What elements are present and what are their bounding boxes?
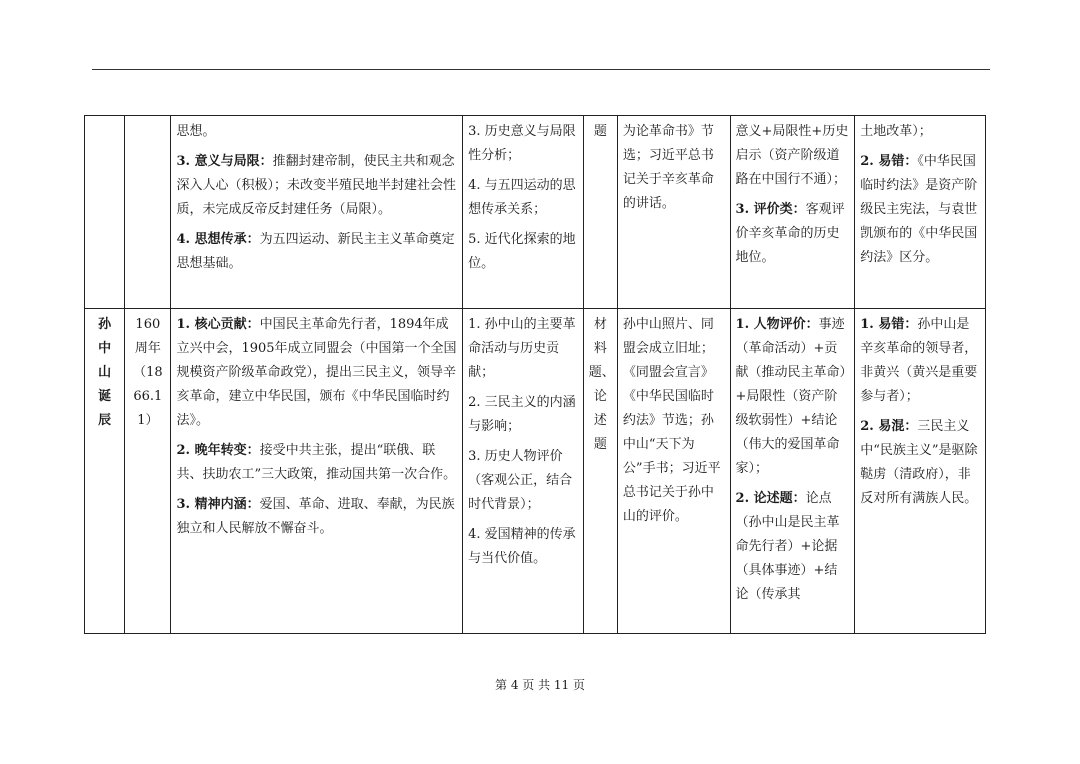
pitfalls-cell: 1. 易错：孙中山是辛亥革命的领导者，非黄兴（黄兴是重要参与者）； 2. 易混：三民主义中“民族主义”是驱除鞑虏（清政府），非反对所有满族人民。 xyxy=(855,309,986,634)
exam-focus-cell: 3. 历史意义与局限性分析； 4. 与五四运动的思想传承关系； 5. 近代化探索的地位。 xyxy=(463,116,584,309)
header-rule xyxy=(92,69,990,70)
materials-cell: 为论革命书》节选；习近平总书记关于辛亥革命的讲话。 xyxy=(617,116,730,309)
exam-focus-cell: 1. 孙中山的主要革命活动与历史贡献； 2. 三民主义的内涵与影响； 3. 历史人物评价（客观公正，结合时代背景）； 4. 爱国精神的传承与当代价值。 xyxy=(463,309,584,634)
question-type-cell: 材 料 题、 论 述 题 xyxy=(583,309,617,634)
topic-name-cell xyxy=(85,116,125,309)
page-number-footer: 第 4 页 共 11 页 xyxy=(495,678,585,692)
anniversary-cell: 160 周年 （18 66.1 1） xyxy=(125,309,171,634)
pitfalls-cell: 土地改革）； 2. 易错：《中华民国临时约法》是资产阶级民主宪法，与袁世凯颁布的《中华民国约法》区分。 xyxy=(855,116,986,309)
table-row xyxy=(85,116,986,309)
materials-cell: 孙中山照片、同盟会成立旧址；《同盟会宣言》《中华民国临时约法》节选；孙中山“天下为公”手书；习近平总书记关于孙中山的评价。 xyxy=(617,309,730,634)
knowledge-points-cell: 思想。 3. 意义与局限：推翻封建帝制，使民主共和观念深入人心（积极）；未改变半殖民地半封建社会性质，未完成反帝反封建任务（局限）。 4. 思想传承：为五四运动、新民主主义革命奠定思想基础。 xyxy=(171,116,463,309)
answer-strategy-cell: 意义+局限性+历史启示（资产阶级道路在中国行不通）； 3. 评价类：客观评价辛亥革命的历史地位。 xyxy=(730,116,855,309)
table-row xyxy=(85,309,986,634)
knowledge-points-cell: 1. 核心贡献：中国民主革命先行者，1894年成立兴中会，1905年成立同盟会（中国第一个全国规模资产阶级革命政党），提出三民主义，领导辛亥革命，建立中华民国，颁布《中华民国临时约法》。 2. 晚年转变：接受中共主张，提出“联俄、联共、扶助农工”三大政策，推动国共第一次合作。 3. 精神内涵：爱国、革命、进取、奉献，为民族独立和人民解放不懈奋斗。 xyxy=(171,309,463,634)
topic-table xyxy=(84,115,986,634)
topic-name-cell: 孙 中 山 诞 辰 xyxy=(85,309,125,634)
anniversary-cell xyxy=(125,116,171,309)
question-type-cell: 题 xyxy=(583,116,617,309)
answer-strategy-cell: 1. 人物评价：事迹（革命活动）+贡献（推动民主革命）+局限性（资产阶级软弱性）+结论（伟大的爱国革命家）； 2. 论述题：论点（孙中山是民主革命先行者）+论据（具体事迹）+结论（传承其 xyxy=(730,309,855,634)
